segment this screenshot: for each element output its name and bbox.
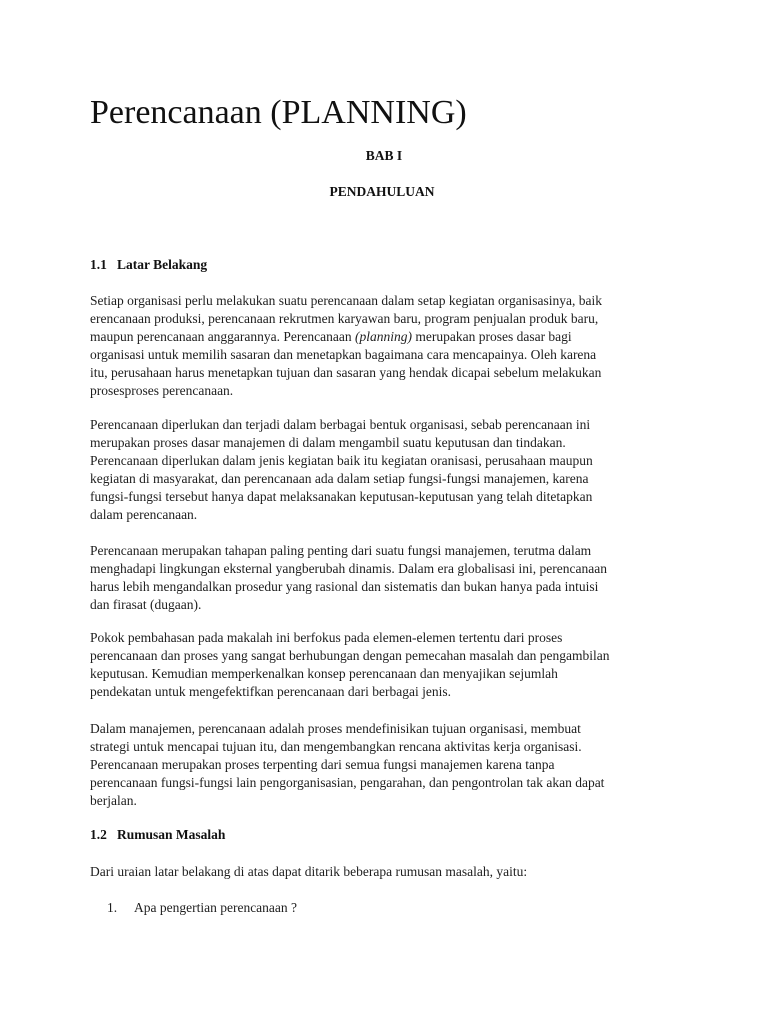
paragraph-line: kegiatan di masyarakat, dan perencanaan ada dalam setiap fungsi-fungsi manajemen, karena xyxy=(90,471,589,486)
paragraph-line: Perencanaan merupakan tahapan paling penting dari suatu fungsi manajemen, terutma dalam xyxy=(90,543,592,558)
paragraph-line: dalam perencanaan. xyxy=(90,507,198,522)
paragraph-line: Pokok pembahasan pada makalah ini berfokus pada elemen-elemen tertentu dari proses xyxy=(90,630,563,645)
paragraph-text: maupun perencanaan anggarannya. Perencanaan xyxy=(90,329,355,344)
paragraph-rumusan-intro xyxy=(90,863,690,881)
paragraph-line: erencanaan produksi, perencanaan rekrutmen karyawan baru, program penjualan produk baru, xyxy=(90,311,599,326)
paragraph-line: harus lebih mengandalkan prosedur yang rasional dan sistematis dan bukan hanya pada intuisi xyxy=(90,579,599,594)
list-marker: 1. xyxy=(107,900,118,915)
paragraph-line: Dari uraian latar belakang di atas dapat ditarik beberapa rumusan masalah, yaitu: xyxy=(90,864,528,879)
paragraph-line: organisasi untuk memilih sasaran dan menetapkan bagaimana cara mencapainya. Oleh karena xyxy=(90,347,597,362)
section-title: Rumusan Masalah xyxy=(117,827,226,842)
paragraph-line: perencanaan dan proses yang sangat berhubungan dengan pemecahan masalah dan pengambilan xyxy=(90,648,610,663)
paragraph-line: Perencanaan diperlukan dalam jenis kegiatan baik itu kegiatan oranisasi, perusahaan maupun xyxy=(90,453,593,468)
chapter-label: BAB I xyxy=(365,148,403,163)
paragraph-line: pendekatan untuk mengefektifkan perencanaan dari berbagai jenis. xyxy=(90,684,451,699)
paragraph-line: itu, perusahaan harus menetapkan tujuan dan sasaran yang hendak dicapai sebelum melakukan xyxy=(90,365,602,380)
problem-list xyxy=(90,899,297,917)
list-item-text: Apa pengertian perencanaan ? xyxy=(134,900,298,915)
paragraph-4 xyxy=(90,629,690,701)
paragraph-line: dan firasat (dugaan). xyxy=(90,597,202,612)
section-title: Latar Belakang xyxy=(117,257,208,272)
paragraph-line: Dalam manajemen, perencanaan adalah proses mendefinisikan tujuan organisasi, membuat xyxy=(90,721,581,736)
section-number: 1.2 xyxy=(90,827,107,842)
paragraph-line: Perencanaan diperlukan dan terjadi dalam berbagai bentuk organisasi, sebab perencanaan ini xyxy=(90,417,591,432)
paragraph-line: strategi untuk mencapai tujuan itu, dan mengembangkan rencana aktivitas kerja organisasi. xyxy=(90,739,582,754)
paragraph-line: berjalan. xyxy=(90,793,137,808)
chapter-title: PENDAHULUAN xyxy=(329,184,435,199)
paragraph-3 xyxy=(90,542,690,614)
section-heading-rumusan-masalah xyxy=(90,826,225,844)
paragraph-line: keputusan. Kemudian memperkenalkan konsep perencanaan dan menyajikan sejumlah xyxy=(90,666,558,681)
paragraph-line: menghadapi lingkungan eksternal yangberubah dinamis. Dalam era globalisasi ini, perencanaan xyxy=(90,561,607,576)
paragraph-line xyxy=(90,328,690,346)
paragraph-line: Setiap organisasi perlu melakukan suatu perencanaan dalam setap kegiatan organisasinya, baik xyxy=(90,293,602,308)
document-title: Perencanaan (PLANNING) xyxy=(90,94,467,131)
paragraph-5 xyxy=(90,720,690,810)
list-item xyxy=(90,899,297,917)
paragraph-1 xyxy=(90,292,690,400)
paragraph-line: prosesproses perencanaan. xyxy=(90,383,234,398)
paragraph-line: fungsi-fungsi tersebut hanya dapat melaksanakan keputusan-keputusan yang telah ditetapkan xyxy=(90,489,593,504)
paragraph-line: merupakan proses dasar manajemen di dalam mengambil suatu keputusan dan tindakan. xyxy=(90,435,566,450)
paragraph-line: Perencanaan merupakan proses terpenting dari semua fungsi manajemen karena tanpa xyxy=(90,757,555,772)
paragraph-line: perencanaan fungsi-fungsi lain pengorganisasian, pengarahan, dan pengontrolan tak akan dapat xyxy=(90,775,605,790)
italic-term: (planning) xyxy=(354,329,412,344)
section-heading-latar-belakang xyxy=(90,256,207,274)
paragraph-2 xyxy=(90,416,690,524)
paragraph-text: merupakan proses dasar bagi xyxy=(411,329,572,344)
section-number: 1.1 xyxy=(90,257,107,272)
